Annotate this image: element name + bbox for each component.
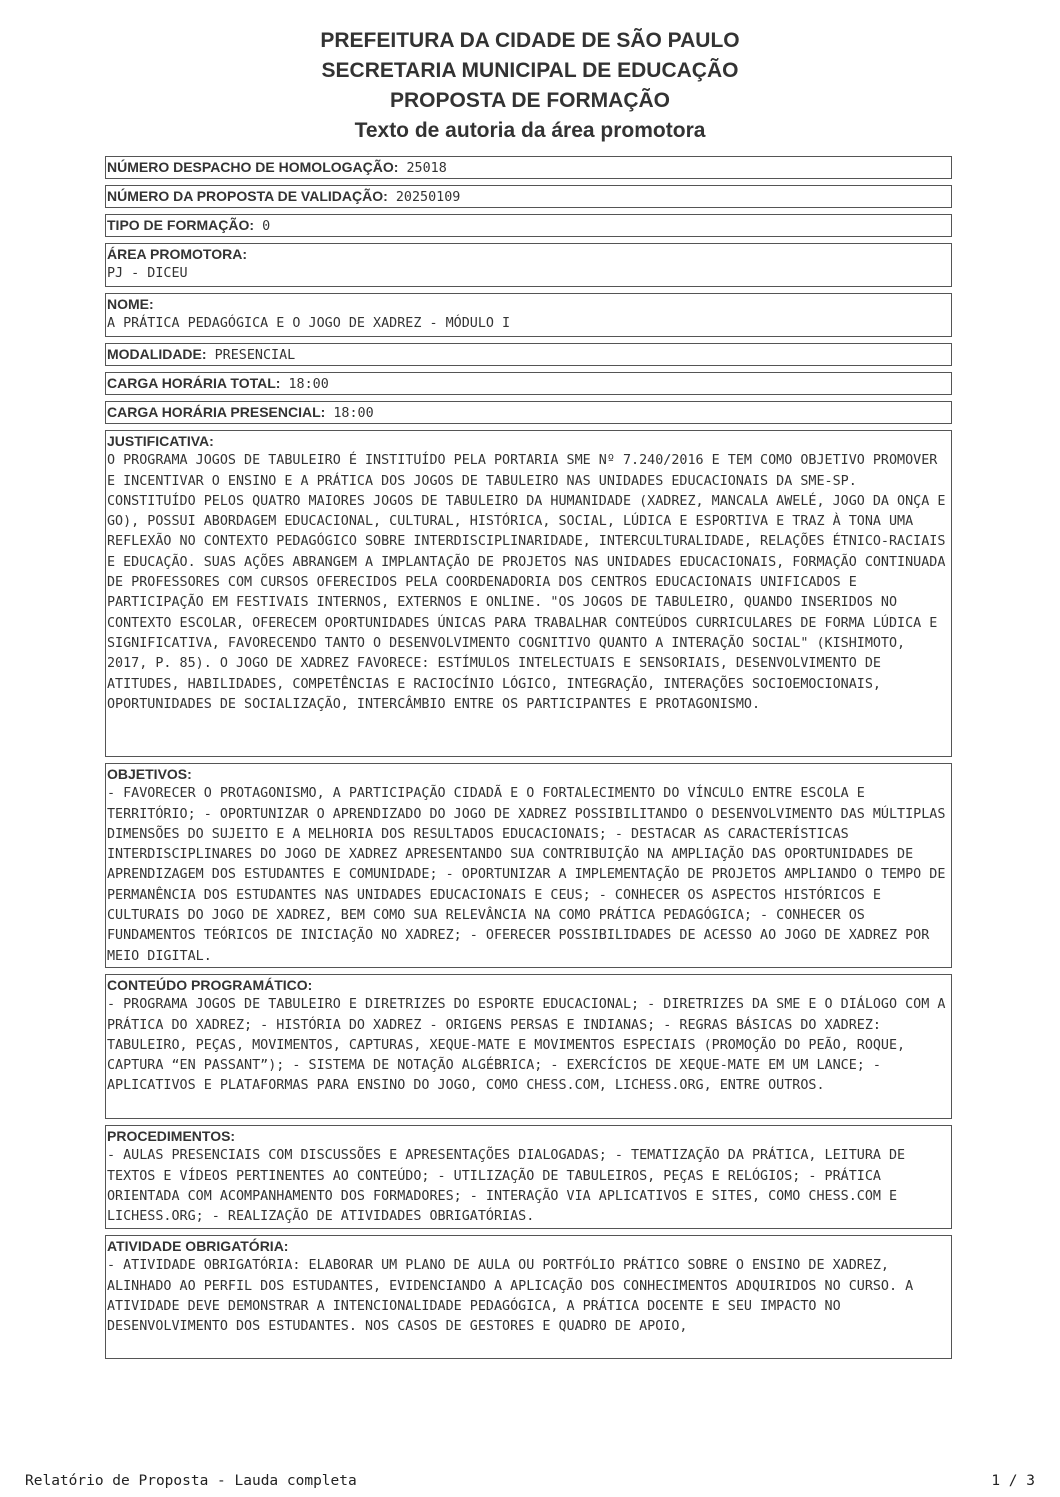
field-label: NÚMERO DESPACHO DE HOMOLOGAÇÃO: (107, 159, 399, 175)
field-value: PRESENCIAL (214, 348, 296, 363)
page-number: 1 / 3 (991, 1473, 1035, 1489)
document-header (0, 26, 1060, 146)
field-modalidade (105, 343, 952, 366)
field-label: MODALIDADE: (107, 346, 207, 362)
fields-container (105, 156, 952, 1365)
field-atividade-obrigatoria (105, 1235, 952, 1359)
field-value: 18:00 (288, 377, 329, 392)
field-label: JUSTIFICATIVA: (107, 433, 214, 449)
field-value: 25018 (406, 161, 447, 176)
header-line-1: PREFEITURA DA CIDADE DE SÃO PAULO (320, 29, 740, 52)
field-value: - FAVORECER O PROTAGONISMO, A PARTICIPAÇÃO CIDADÃ E O FORTALECIMENTO DO VÍNCULO ENTRE ESCOLA E TERRITÓRIO; - OPORTUNIZAR O APRENDIZADO DO JOGO DE XADREZ POSSIBILITANDO O DESENVOLVIMENTO DAS MÚLTIPLAS DIMENSÕES DO SUJEITO E A MELHORIA DOS RESULTADOS EDUCACIONAIS; - DESTACAR AS CARACTERÍSTICAS INTERDISCIPLINARES DO JOGO DE XADREZ APRESENTANDO SUA CONTRIBUIÇÃO NA AMPLIAÇÃO DAS OPORTUNIDADES DE APRENDIZAGEM DOS ESTUDANTES E COMUNIDADE; - OPORTUNIZAR A IMPLEMENTAÇÃO DE PROJETOS AMPLIANDO O TEMPO DE PERMANÊNCIA DOS ESTUDANTES NAS UNIDADES EDUCACIONAIS E CEUS; - CONHECER OS ASPECTOS HISTÓRICOS E CULTURAIS DO JOGO DE XADREZ, BEM COMO SUA RELEVÂNCIA NA COMO PRÁTICA PEDAGÓGICA; - CONHECER OS FUNDAMENTOS TEÓRICOS DE INICIAÇÃO NO XADREZ; - OFERECER POSSIBILIDADES DE ACESSO AO JOGO DE XADREZ POR MEIO DIGITAL. (107, 786, 946, 964)
field-value: A PRÁTICA PEDAGÓGICA E O JOGO DE XADREZ - MÓDULO I (107, 316, 511, 332)
field-label: CONTEÚDO PROGRAMÁTICO: (107, 977, 313, 993)
field-label: CARGA HORÁRIA PRESENCIAL: (107, 404, 326, 420)
field-label: NÚMERO DA PROPOSTA DE VALIDAÇÃO: (107, 188, 388, 204)
field-justificativa (105, 430, 952, 757)
header-subtitle: Texto de autoria da área promotora (354, 119, 706, 142)
field-value: 0 (262, 219, 271, 234)
field-label: OBJETIVOS: (107, 766, 192, 782)
field-value: 20250109 (395, 190, 461, 205)
field-label: CARGA HORÁRIA TOTAL: (107, 375, 281, 391)
page-footer (25, 1473, 1035, 1495)
field-despacho (105, 156, 952, 179)
field-value: PJ - DICEU (107, 266, 188, 282)
field-label: PROCEDIMENTOS: (107, 1128, 236, 1144)
header-line-2: SECRETARIA MUNICIPAL DE EDUCAÇÃO (321, 59, 739, 82)
field-value: O PROGRAMA JOGOS DE TABULEIRO É INSTITUÍDO PELA PORTARIA SME Nº 7.240/2016 E TEM COMO OBJETIVO PROMOVER E INCENTIVAR O ENSINO E A PRÁTICA DOS JOGOS DE TABULEIRO NAS UNIDADES EDUCACIONAIS DA SME-SP. CONSTITUÍDO PELOS QUATRO MAIORES JOGOS DE TABULEIRO DA HUMANIDADE (XADREZ, MANCALA AWELÉ, JOGO DA ONÇA E GO), POSSUI ABORDAGEM EDUCACIONAL, CULTURAL, HISTÓRICA, SOCIAL, LÚDICA E ESPORTIVA E TRAZ À TONA UMA REFLEXÃO NO CONTEXTO PEDAGÓGICO SOBRE INTERDISCIPLINARIDADE, INTERCULTURALIDADE, RELAÇÕES ÉTNICO-RACIAIS E EDUCAÇÃO. SUAS AÇÕES ABRANGEM A IMPLANTAÇÃO DE PROJETOS NAS UNIDADES EDUCACIONAIS, FORMAÇÃO CONTINUADA DE PROFESSORES COM CURSOS OFERECIDOS PELA COORDENADORIA DOS CENTROS EDUCACIONAIS UNIFICADOS E PARTICIPAÇÃO EM FESTIVAIS INTERNOS, EXTERNOS E ONLINE. "OS JOGOS DE TABULEIRO, QUANDO INSERIDOS NO CONTEXTO ESCOLAR, OFERECEM OPORTUNIDADES ÚNICAS PARA TRABALHAR CONTEÚDOS CURRICULARES DE FORMA LÚDICA E SIGNIFICATIVA, FAVORECENDO TANTO O DESENVOLVIMENTO COGNITIVO QUANTO A INTERAÇÃO SOCIAL" (KISHIMOTO, 2017, P. 85). O JOGO DE XADREZ FAVORECE: ESTÍMULOS INTELECTUAIS E SENSORIAIS, DESENVOLVIMENTO DE ATITUDES, HABILIDADES, COMPETÊNCIAS E RACIOCÍNIO LÓGICO, INTEGRAÇÃO, INTERAÇÕES SOCIOEMOCIONAIS, OPORTUNIDADES DE SOCIALIZAÇÃO, INTERCÂMBIO ENTRE OS PARTICIPANTES E PROTAGONISMO. (107, 453, 946, 712)
field-carga-presencial (105, 401, 952, 424)
field-label: ÁREA PROMOTORA: (107, 246, 247, 262)
field-procedimentos (105, 1125, 952, 1229)
field-nome (105, 293, 952, 337)
field-value: - PROGRAMA JOGOS DE TABULEIRO E DIRETRIZES DO ESPORTE EDUCACIONAL; - DIRETRIZES DA SME E O DIÁLOGO COM A PRÁTICA DO XADREZ; - HISTÓRIA DO XADREZ - ORIGENS PERSAS E INDIANAS; - REGRAS BÁSICAS DO XADREZ: TABULEIRO, PEÇAS, MOVIMENTOS, CAPTURAS, XEQUE-MATE E MOVIMENTOS ESPECIAIS (PROMOÇÃO DO PEÃO, ROQUE, CAPTURA “EN PASSANT”); - SISTEMA DE NOTAÇÃO ALGÉBRICA; - EXERCÍCIOS DE XEQUE-MATE EM UM LANCE; - APLICATIVOS E PLATAFORMAS PARA ENSINO DO JOGO, COMO CHESS.COM, LICHESS.ORG, ENTRE OUTROS. (107, 997, 946, 1094)
header-line-3: PROPOSTA DE FORMAÇÃO (389, 89, 670, 112)
footer-report-title: Relatório de Proposta - Lauda completa (25, 1473, 357, 1489)
field-conteudo-programatico (105, 974, 952, 1119)
field-area-promotora (105, 243, 952, 287)
field-carga-total (105, 372, 952, 395)
field-proposta (105, 185, 952, 208)
field-objetivos (105, 763, 952, 968)
field-value: 18:00 (333, 406, 374, 421)
field-label: NOME: (107, 296, 154, 312)
field-tipo (105, 214, 952, 237)
field-label: ATIVIDADE OBRIGATÓRIA: (107, 1238, 289, 1254)
field-value: - AULAS PRESENCIAIS COM DISCUSSÕES E APRESENTAÇÕES DIALOGADAS; - TEMATIZAÇÃO DA PRÁTICA, LEITURA DE TEXTOS E VÍDEOS PERTINENTES AO CONTEÚDO; - UTILIZAÇÃO DE TABULEIROS, PEÇAS E RELÓGIOS; - PRÁTICA ORIENTADA COM ACOMPANHAMENTO DOS FORMADORES; - INTERAÇÃO VIA APLICATIVOS E SITES, COMO CHESS.COM E LICHESS.ORG; - REALIZAÇÃO DE ATIVIDADES OBRIGATÓRIAS. (107, 1148, 906, 1225)
field-label: TIPO DE FORMAÇÃO: (107, 217, 254, 233)
field-value: - ATIVIDADE OBRIGATÓRIA: ELABORAR UM PLANO DE AULA OU PORTFÓLIO PRÁTICO SOBRE O ENSINO DE XADREZ, ALINHADO AO PERFIL DOS ESTUDANTES, EVIDENCIANDO A APLICAÇÃO DOS CONHECIMENTOS ADQUIRIDOS NO CURSO. A ATIVIDADE DEVE DEMONSTRAR A INTENCIONALIDADE PEDAGÓGICA, A PRÁTICA DOCENTE E SEU IMPACTO NO DESENVOLVIMENTO DOS ESTUDANTES. NOS CASOS DE GESTORES E QUADRO DE APOIO, (107, 1258, 914, 1335)
